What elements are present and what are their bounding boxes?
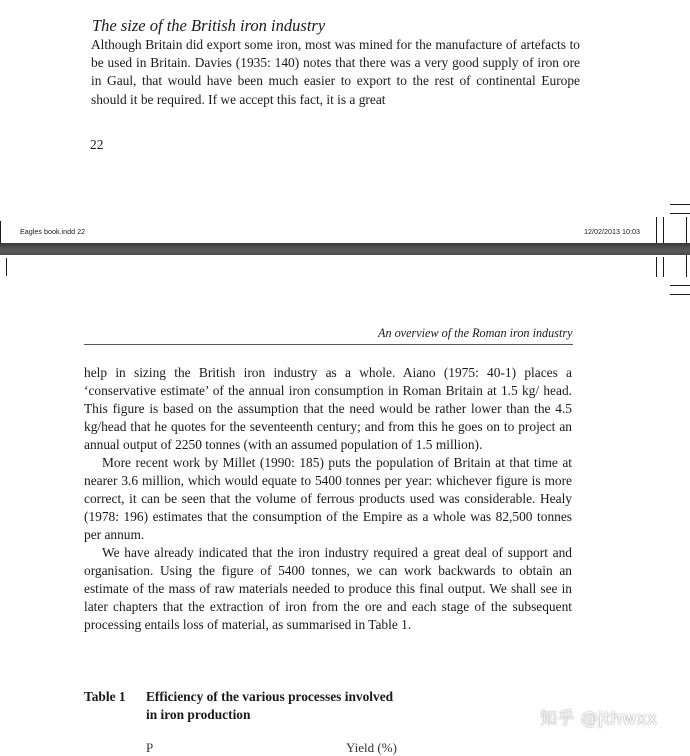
running-head-rule <box>84 344 573 345</box>
page-gap-band <box>0 243 690 255</box>
table-header-cut-right: Yield (%) <box>346 740 397 755</box>
crop-mark-right-horizontal-3 <box>670 285 690 286</box>
main-text-block <box>84 364 572 634</box>
crop-mark-right-horizontal <box>670 204 690 205</box>
crop-mark-left-lower <box>6 258 7 276</box>
crop-mark-right-horizontal-2 <box>670 213 690 214</box>
crop-mark-right-vertical-4 <box>663 257 664 277</box>
crop-mark-right-vertical <box>656 217 657 243</box>
slug-file-name: Eagles book.indd 22 <box>20 227 86 236</box>
table-number: Table 1 <box>84 689 126 704</box>
crop-mark-left <box>0 221 1 243</box>
crop-mark-right-vertical-3 <box>656 257 657 277</box>
crop-mark-right-horizontal-4 <box>670 294 690 295</box>
section-heading: The size of the British iron industry <box>92 16 326 35</box>
page-number: 22 <box>90 137 104 152</box>
table-title <box>146 688 466 724</box>
table-title-line-2: in iron production <box>146 707 251 722</box>
watermark: 知乎 @jthwxx <box>540 709 658 729</box>
top-paragraph-block <box>91 36 580 109</box>
paragraph-3: We have already indicated that the iron industry required a great deal of support and organisation. Using the figure of 5400 tonnes, we can work backwards to obtain an estimate of the mass of raw materials needed to produce this final output. We shall see in later chapters that the extraction of iron from the ore and each stage of the subsequent processing entails loss of material, as summarised in Table 1. <box>84 545 572 632</box>
table-title-line-1: Efficiency of the various processes involved <box>146 689 394 704</box>
paragraph-2: More recent work by Millet (1990: 185) puts the population of Britain at that time at nearer 3.6 million, which would equate to 5400 tonnes per year: whichever figure is more correct, it can be seen that the volume of ferrous products used was considerable. Healy (1978: 196) estimates that the consumption of the Empire as a whole was 82,500 tonnes per annum. <box>84 455 572 542</box>
top-paragraph: Although Britain did export some iron, most was mined for the manufacture of artefacts to be used in Britain. Davies (1935: 140) notes that there was a very good supply of iron ore in Gaul, that would have been much easier to export to the rest of continental Europe should it be required. If we accept this fact, it is a great <box>91 37 580 107</box>
slug-datetime: 12/02/2013 10:03 <box>584 227 640 236</box>
table-caption <box>84 688 466 724</box>
running-head: An overview of the Roman iron industry <box>378 326 573 340</box>
crop-mark-right-vertical-2 <box>663 217 664 243</box>
paragraph-1: help in sizing the British iron industry as a whole. Aiano (1975: 40-1) places a ‘conservative estimate’ of the annual iron consumption in Roman Britain at 1.5 kg/ head. This figure is based on the assumption that the need would be rather lower than the 4.5 kg/head that he quotes for the seventeenth century; and from this he goes on to project an annual output of 2250 tonnes (with an assumed population of 1.5 million). <box>84 365 572 452</box>
table-header-cut-left: P <box>146 740 154 755</box>
